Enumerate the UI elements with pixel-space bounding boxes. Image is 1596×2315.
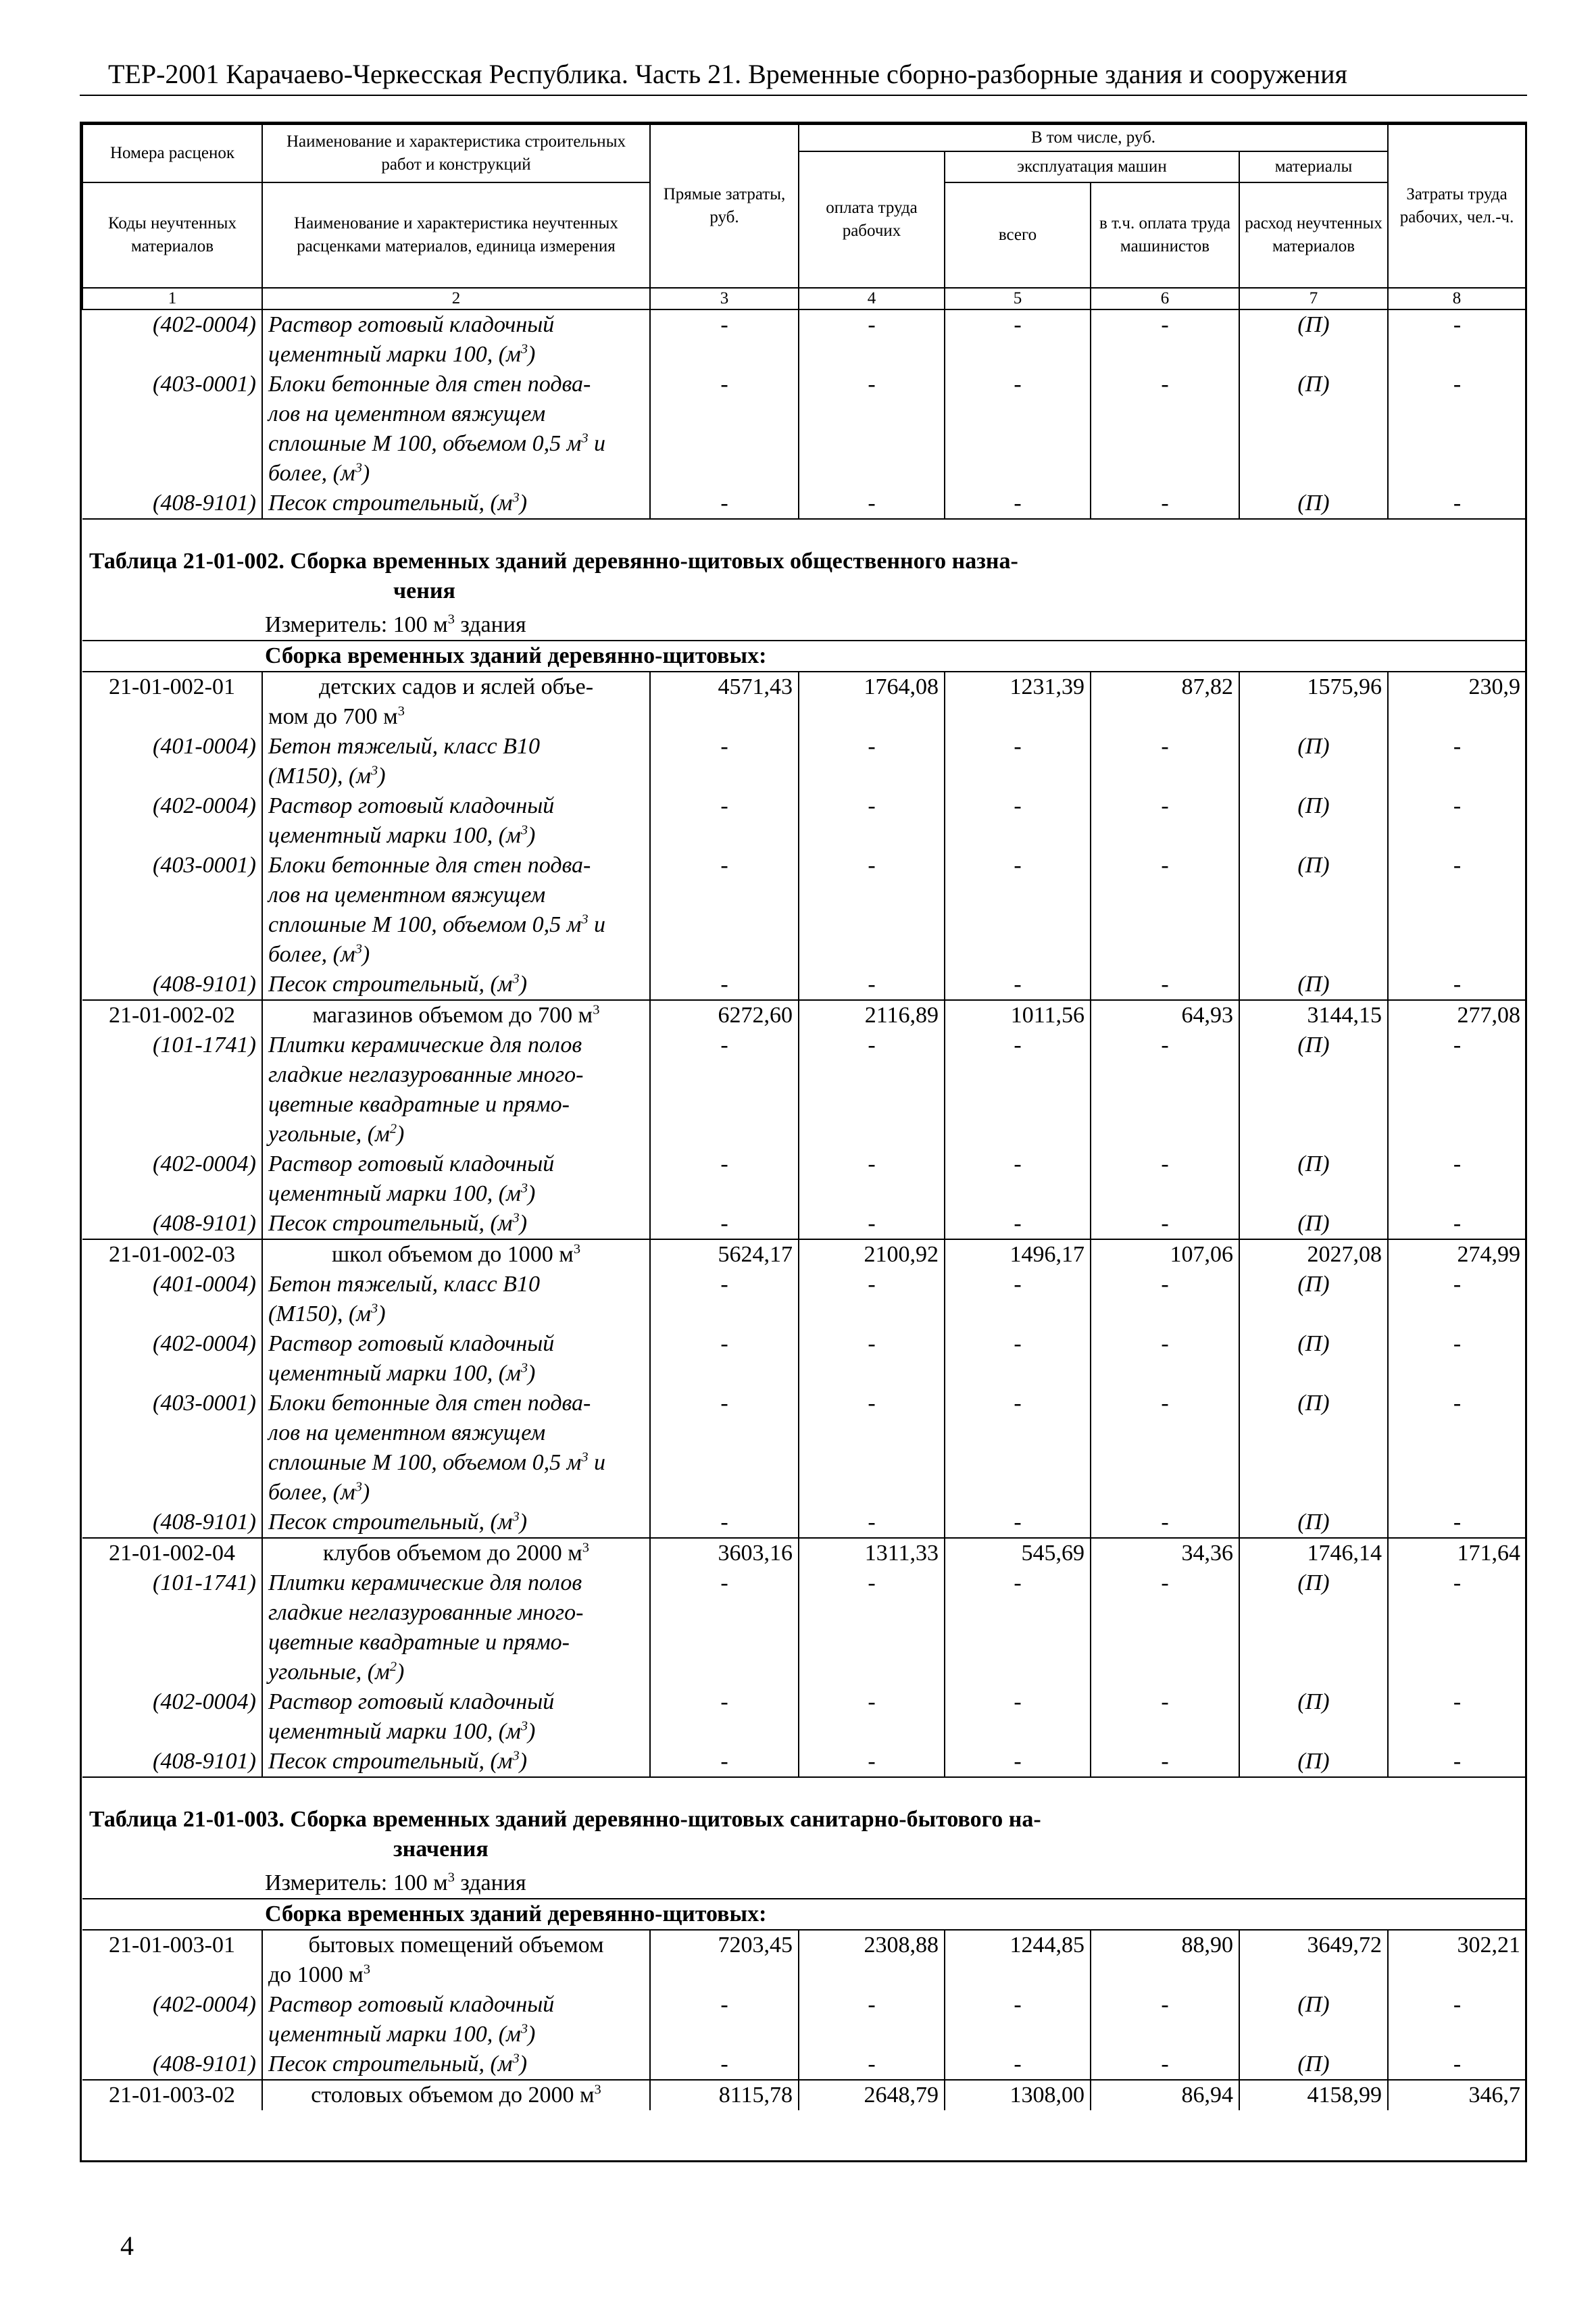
cell: - — [650, 2049, 799, 2080]
cell: - — [799, 1030, 945, 1149]
cell: - — [1388, 970, 1526, 1000]
material-code: (408-9101) — [82, 970, 262, 1000]
cell: 346,7 — [1468, 2083, 1521, 2108]
cell: - — [1091, 1329, 1239, 1389]
materials-header: материалы — [1239, 151, 1388, 182]
cell: - — [945, 851, 1091, 970]
price-code: 21-01-002-03 — [82, 1239, 262, 1270]
work-name: клубов объемом до 2000 $м^3$ — [262, 1538, 650, 1568]
price-table — [82, 124, 1526, 2110]
cell: - — [1388, 2049, 1526, 2080]
material-name: Песок строительный, $(м^3)$ — [262, 1508, 650, 1538]
material-name: Песок строительный, $(м^3)$ — [262, 1747, 650, 1777]
cell: - — [1388, 1209, 1526, 1239]
col8-header: Затраты труда рабочих, чел.-ч. — [1388, 124, 1526, 288]
cell: - — [799, 1209, 945, 1239]
cell: - — [1388, 1508, 1526, 1538]
cell: - — [945, 1149, 1091, 1209]
cell: - — [650, 1270, 799, 1329]
table-row — [82, 489, 1526, 519]
cell: 87,82 — [1091, 672, 1239, 732]
cell: - — [650, 1329, 799, 1389]
cell: - — [799, 851, 945, 970]
cell: - — [799, 1329, 945, 1389]
cell: - — [1453, 1272, 1462, 1297]
table-row — [82, 1990, 1526, 2049]
page-number: 4 — [120, 2231, 134, 2261]
work-name: школ объемом до 1000 $м^3$ — [262, 1239, 650, 1270]
cell: - — [945, 1329, 1091, 1389]
material-code: (408-9101) — [82, 1508, 262, 1538]
cell: - — [650, 1687, 799, 1747]
cell: - — [945, 732, 1091, 791]
table-row — [82, 1149, 1526, 1209]
price-code: 21-01-002-01 — [82, 672, 262, 732]
cell: 2100,92 — [799, 1239, 945, 1270]
cell: 1308,00 — [945, 2080, 1091, 2110]
cell: - — [650, 370, 799, 489]
cell: - — [1453, 853, 1462, 878]
cell: - — [799, 489, 945, 519]
material-code: (101-1741) — [82, 1030, 262, 1149]
work-name: детских садов и яслей объе- мом до 700 $м^3$ — [262, 672, 650, 732]
material-name: Песок строительный, $(м^3)$ — [262, 970, 650, 1000]
cell: - — [945, 370, 1091, 489]
material-name: Раствор готовый кладочный цементный марки 100, $(м^3)$ — [262, 1149, 650, 1209]
cell: - — [799, 1270, 945, 1329]
cell: - — [650, 1389, 799, 1508]
material-name: Блоки бетонные для стен подва- лов на цементном вяжущем сплошные М 100, объемом 0,5 $м^3$ и более, $(м^3)$ — [262, 1389, 650, 1508]
cell: (П) — [1239, 970, 1388, 1000]
cell: (П) — [1239, 1687, 1388, 1747]
cell: - — [650, 1030, 799, 1149]
table-row — [82, 1030, 1526, 1149]
cell: 2648,79 — [799, 2080, 945, 2110]
cell: - — [945, 489, 1091, 519]
cell: - — [1091, 1747, 1239, 1777]
cell: - — [650, 732, 799, 791]
cell: (П) — [1239, 1508, 1388, 1538]
material-code: (408-9101) — [82, 1209, 262, 1239]
cell: 302,21 — [1457, 1933, 1521, 1958]
cell: 545,69 — [945, 1538, 1091, 1568]
col-num: 4 — [799, 288, 945, 309]
col2-header-top: Наименование и характеристика строительных работ и конструкций — [262, 124, 650, 182]
col5-header: всего — [945, 182, 1091, 288]
cell: - — [1453, 1992, 1462, 2017]
cell: - — [650, 309, 799, 370]
cell: - — [1453, 734, 1462, 759]
col1-header-top: Номера расценок — [82, 124, 262, 182]
cell: - — [650, 1149, 799, 1209]
cell: - — [945, 1389, 1091, 1508]
work-name: столовых объемом до 2000 $м^3$ — [262, 2080, 650, 2110]
cell: - — [799, 1568, 945, 1687]
cell: - — [799, 1389, 945, 1508]
table-row — [82, 1209, 1526, 1239]
cell: - — [650, 1747, 799, 1777]
material-code: (403-0001) — [82, 1389, 262, 1508]
table-row — [82, 309, 1526, 370]
cell: 230,9 — [1468, 674, 1521, 699]
cell: 1244,85 — [945, 1930, 1091, 1990]
table-title-002: Таблица 21-01-002. Сборка временных зданий деревянно-щитовых общественного назна- чения — [82, 519, 1526, 610]
cell: - — [1091, 309, 1239, 370]
work-name: бытовых помещений объемом до 1000 $м^3$ — [262, 1930, 650, 1990]
material-name: Блоки бетонные для стен подва- лов на цементном вяжущем сплошные М 100, объемом 0,5 $м^3$ и более, $(м^3)$ — [262, 370, 650, 489]
cell: - — [1091, 2049, 1239, 2080]
material-name: Песок строительный, $(м^3)$ — [262, 1209, 650, 1239]
cell: (П) — [1239, 1209, 1388, 1239]
cell: 2116,89 — [799, 1000, 945, 1030]
col-num: 7 — [1239, 288, 1388, 309]
cell: - — [799, 2049, 945, 2080]
table-row — [82, 970, 1526, 1000]
cell: - — [1388, 489, 1526, 519]
material-code: (403-0001) — [82, 370, 262, 489]
table-row — [82, 1747, 1526, 1777]
cell: (П) — [1239, 1747, 1388, 1777]
cell: - — [945, 1990, 1091, 2049]
material-code: (402-0004) — [82, 1149, 262, 1209]
cell: (П) — [1239, 1030, 1388, 1149]
cell: 3144,15 — [1239, 1000, 1388, 1030]
cell: - — [945, 1747, 1091, 1777]
cell: (П) — [1239, 1990, 1388, 2049]
cell: - — [650, 791, 799, 851]
col1-header-bottom: Коды неучтенных материалов — [82, 182, 262, 288]
material-code: (408-9101) — [82, 1747, 262, 1777]
col7-header: расход неучтенных материалов — [1239, 182, 1388, 288]
cell: 88,90 — [1091, 1930, 1239, 1990]
cell: - — [650, 1209, 799, 1239]
material-name: Раствор готовый кладочный цементный марки 100, $(м^3)$ — [262, 791, 650, 851]
table-row — [82, 1538, 1526, 1568]
cell: - — [1091, 732, 1239, 791]
cell: 3603,16 — [650, 1538, 799, 1568]
cell: - — [945, 1209, 1091, 1239]
cell: - — [1091, 1030, 1239, 1149]
material-name: Плитки керамические для полов гладкие неглазурованные много- цветные квадратные и прямо- угольные, $(м^2)$ — [262, 1030, 650, 1149]
column-numbers-row — [82, 288, 1526, 309]
cell: - — [945, 1568, 1091, 1687]
material-code: (402-0004) — [82, 309, 262, 370]
table-row — [82, 851, 1526, 970]
material-code: (401-0004) — [82, 732, 262, 791]
cell: - — [1091, 1508, 1239, 1538]
section-row: Сборка временных зданий деревянно-щитовых: — [82, 641, 1526, 672]
cell: 107,06 — [1091, 1239, 1239, 1270]
table-row — [82, 2049, 1526, 2080]
cell: 1311,33 — [799, 1538, 945, 1568]
material-code: (101-1741) — [82, 1568, 262, 1687]
cell: - — [1453, 1331, 1462, 1356]
table-row — [82, 2080, 1526, 2110]
cell: (П) — [1239, 2049, 1388, 2080]
cell: - — [1453, 372, 1462, 397]
cell: (П) — [1239, 732, 1388, 791]
table-row — [82, 1930, 1526, 1990]
cell: - — [1091, 1270, 1239, 1329]
price-code: 21-01-002-02 — [82, 1000, 262, 1030]
col-num: 5 — [945, 288, 1091, 309]
table-row — [82, 1270, 1526, 1329]
material-name: Песок строительный, $(м^3)$ — [262, 2049, 650, 2080]
cell: - — [650, 851, 799, 970]
col-num: 3 — [650, 288, 799, 309]
col4-header: оплата труда рабочих — [799, 151, 945, 288]
cell: - — [945, 970, 1091, 1000]
table-row — [82, 1389, 1526, 1508]
cell: - — [945, 1687, 1091, 1747]
meter-row: Измеритель: 100 $м^3$ здания — [82, 610, 1526, 641]
col-num: 1 — [82, 288, 262, 309]
page-header: ТЕР-2001 Карачаево-Черкесская Республика. Часть 21. Временные сборно-разборные здания и сооружения — [108, 59, 1347, 89]
cell: 2308,88 — [799, 1930, 945, 1990]
cell: - — [799, 1149, 945, 1209]
cell: - — [799, 370, 945, 489]
material-name: Блоки бетонные для стен подва- лов на цементном вяжущем сплошные М 100, объемом 0,5 $м^3$ и более, $(м^3)$ — [262, 851, 650, 970]
cell: 64,93 — [1091, 1000, 1239, 1030]
table-row — [82, 732, 1526, 791]
cell: 5624,17 — [650, 1239, 799, 1270]
material-code: (403-0001) — [82, 851, 262, 970]
cell: - — [1091, 791, 1239, 851]
cell: (П) — [1239, 1329, 1388, 1389]
meter-row: Измеритель: 100 $м^3$ здания — [82, 1868, 1526, 1899]
table-row — [82, 1508, 1526, 1538]
col-num: 6 — [1091, 288, 1239, 309]
material-code: (402-0004) — [82, 1687, 262, 1747]
cell: - — [1453, 1151, 1462, 1176]
cell: 2027,08 — [1239, 1239, 1388, 1270]
col6-header: в т.ч. оплата труда машинистов — [1091, 182, 1239, 288]
cell: 4158,99 — [1239, 2080, 1388, 2110]
cell: 277,08 — [1457, 1003, 1521, 1028]
cell: - — [1091, 1687, 1239, 1747]
cell: - — [1091, 1389, 1239, 1508]
col-num: 2 — [262, 288, 650, 309]
cell: (П) — [1239, 309, 1388, 370]
col-num: 8 — [1388, 288, 1526, 309]
material-code: (408-9101) — [82, 2049, 262, 2080]
cell: - — [799, 791, 945, 851]
cell: - — [799, 732, 945, 791]
material-name: Раствор готовый кладочный цементный марки 100, $(м^3)$ — [262, 1329, 650, 1389]
table-row — [82, 672, 1526, 732]
cell: - — [1091, 1209, 1239, 1239]
cell: - — [650, 1990, 799, 2049]
material-code: (408-9101) — [82, 489, 262, 519]
table-row — [82, 370, 1526, 489]
material-name: Раствор готовый кладочный цементный марки 100, $(м^3)$ — [262, 1687, 650, 1747]
cell: 1575,96 — [1239, 672, 1388, 732]
col2-header-bottom: Наименование и характеристика неучтенных расценками материалов, единица измерения — [262, 182, 650, 288]
col3-header: Прямые затраты, руб. — [650, 124, 799, 288]
material-name: Раствор готовый кладочный цементный марки 100, $(м^3)$ — [262, 1990, 650, 2049]
material-name: Плитки керамические для полов гладкие неглазурованные много- цветные квадратные и прямо- угольные, $(м^2)$ — [262, 1568, 650, 1687]
cell: - — [1453, 793, 1462, 818]
table-row — [82, 1329, 1526, 1389]
cell: - — [1091, 1990, 1239, 2049]
cell: - — [1453, 1689, 1462, 1714]
table-title-003: Таблица 21-01-003. Сборка временных зданий деревянно-щитовых санитарно-бытового на- значения — [82, 1777, 1526, 1868]
cell: - — [945, 1030, 1091, 1149]
cell: - — [945, 791, 1091, 851]
cell: 171,64 — [1457, 1541, 1521, 1566]
cell: - — [799, 309, 945, 370]
cell: - — [1091, 489, 1239, 519]
cell: - — [650, 1508, 799, 1538]
cell: - — [945, 309, 1091, 370]
cell: (П) — [1239, 489, 1388, 519]
header-rule — [80, 95, 1527, 96]
cell: 7203,45 — [650, 1930, 799, 1990]
cell: 1011,56 — [945, 1000, 1091, 1030]
material-code: (402-0004) — [82, 791, 262, 851]
cell: 8115,78 — [650, 2080, 799, 2110]
cell: - — [1091, 970, 1239, 1000]
cell: (П) — [1239, 1149, 1388, 1209]
cell: - — [650, 1568, 799, 1687]
cell: 6272,60 — [650, 1000, 799, 1030]
material-name: Бетон тяжелый, класс В10 (М150), $(м^3)$ — [262, 732, 650, 791]
table-row — [82, 791, 1526, 851]
cell: - — [945, 1270, 1091, 1329]
table-row — [82, 1000, 1526, 1030]
cell: - — [799, 1687, 945, 1747]
cell: (П) — [1239, 851, 1388, 970]
cell: - — [799, 1747, 945, 1777]
cell: - — [799, 1508, 945, 1538]
section-row: Сборка временных зданий деревянно-щитовых: — [82, 1899, 1526, 1930]
material-code: (401-0004) — [82, 1270, 262, 1329]
cell: 1496,17 — [945, 1239, 1091, 1270]
cell: - — [945, 1508, 1091, 1538]
cell: - — [1091, 370, 1239, 489]
cell: 86,94 — [1091, 2080, 1239, 2110]
incl-header: В том числе, руб. — [799, 124, 1388, 151]
cell: (П) — [1239, 1270, 1388, 1329]
material-code: (402-0004) — [82, 1329, 262, 1389]
material-name: Бетон тяжелый, класс В10 (М150), $(м^3)$ — [262, 1270, 650, 1329]
cell: - — [1453, 1570, 1462, 1595]
price-code: 21-01-003-02 — [82, 2080, 262, 2110]
cell: - — [650, 489, 799, 519]
cell: - — [1453, 312, 1462, 337]
cell: 3649,72 — [1239, 1930, 1388, 1990]
material-code: (402-0004) — [82, 1990, 262, 2049]
work-name: магазинов объемом до 700 $м^3$ — [262, 1000, 650, 1030]
cell: 274,99 — [1457, 1242, 1521, 1267]
cell: 1231,39 — [945, 672, 1091, 732]
cell: - — [945, 2049, 1091, 2080]
cell: - — [1091, 851, 1239, 970]
cell: (П) — [1239, 791, 1388, 851]
cell: 34,36 — [1091, 1538, 1239, 1568]
price-code: 21-01-003-01 — [82, 1930, 262, 1990]
cell: 4571,43 — [650, 672, 799, 732]
cell: - — [1388, 1747, 1526, 1777]
cell: - — [1091, 1149, 1239, 1209]
cell: (П) — [1239, 1389, 1388, 1508]
material-name: Раствор готовый кладочный цементный марки 100, $(м^3)$ — [262, 309, 650, 370]
cell: - — [799, 970, 945, 1000]
machines-header: эксплуатация машин — [945, 151, 1239, 182]
cell: - — [1091, 1568, 1239, 1687]
cell: (П) — [1239, 1568, 1388, 1687]
cell: - — [1453, 1032, 1462, 1057]
table-row — [82, 1568, 1526, 1687]
cell: - — [1453, 1391, 1462, 1416]
cell: (П) — [1239, 370, 1388, 489]
cell: - — [799, 1990, 945, 2049]
material-name: Песок строительный, $(м^3)$ — [262, 489, 650, 519]
table-row — [82, 1687, 1526, 1747]
cell: - — [650, 970, 799, 1000]
price-code: 21-01-002-04 — [82, 1538, 262, 1568]
cell: 1764,08 — [799, 672, 945, 732]
main-table-frame — [80, 122, 1527, 2162]
table-row — [82, 1239, 1526, 1270]
cell: 1746,14 — [1239, 1538, 1388, 1568]
